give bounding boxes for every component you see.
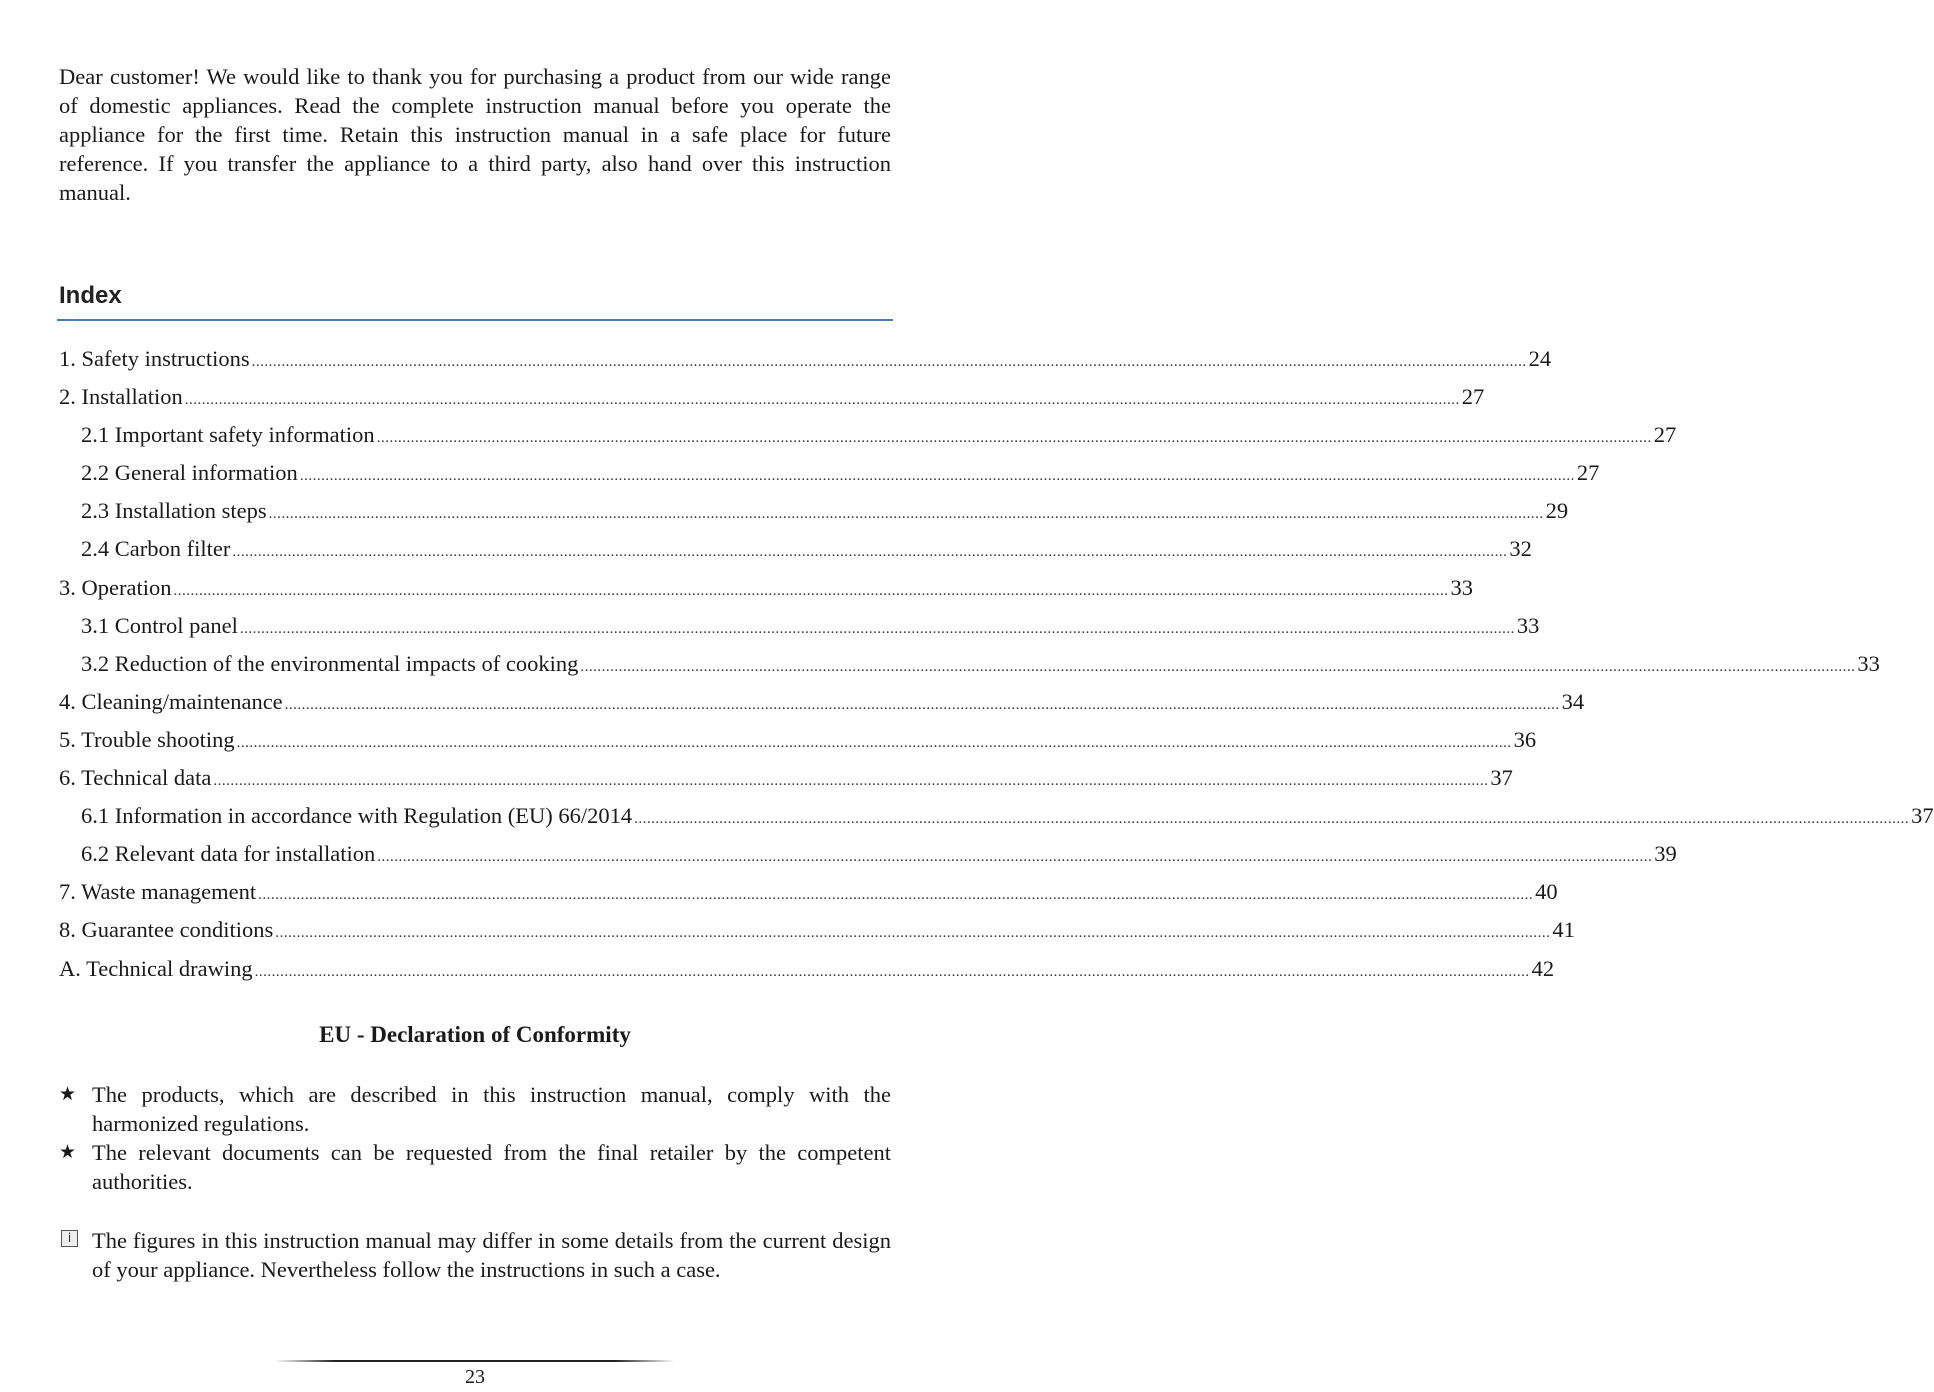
toc-entry-label: 2.1 Important safety information <box>81 422 375 448</box>
toc-entry[interactable] <box>59 574 1473 613</box>
toc-entry[interactable] <box>59 803 1934 841</box>
toc-entry-label: A. Technical drawing <box>59 955 253 981</box>
toc-entry-label: 6.1 Information in accordance with Regulation (EU) 66/2014 <box>81 803 633 829</box>
index-divider <box>57 319 893 321</box>
toc-leader-dots: ............................................................................................................................................................................................................................................................................................................ <box>213 773 1489 790</box>
toc-entry[interactable] <box>59 536 1532 574</box>
toc-entry-page: 27 <box>1576 460 1600 486</box>
declaration-item <box>59 1138 891 1196</box>
toc-entry[interactable] <box>59 726 1537 765</box>
toc-entry-page: 37 <box>1911 803 1934 829</box>
toc-entry-page: 33 <box>1516 612 1540 638</box>
declaration-heading: EU - Declaration of Conformity <box>319 1022 631 1047</box>
toc-entry-page: 24 <box>1528 346 1552 371</box>
toc-entry-page: 42 <box>1531 955 1555 981</box>
toc-entry[interactable] <box>59 460 1600 498</box>
declaration-item-text: The products, which are described in this instruction manual, comply with the harmonized regulations. <box>92 1082 891 1136</box>
toc-entry-label: 5. Trouble shooting <box>59 726 235 752</box>
toc-entry-label: 3. Operation <box>59 574 172 600</box>
toc-leader-dots: ............................................................................................................................................................................................................................................................................................................ <box>268 506 1544 523</box>
declaration-list <box>59 1080 891 1196</box>
index-heading: Index <box>59 282 122 309</box>
info-icon: i <box>61 1230 78 1247</box>
toc-leader-dots: ............................................................................................................................................................................................................................................................................................................ <box>580 658 1856 675</box>
toc-leader-dots: ............................................................................................................................................................................................................................................................................................................ <box>254 963 1530 980</box>
intro-paragraph: Dear customer! We would like to thank you for purchasing a product from our wide range of domestic appliances. Read the complete instruction manual before you operate the appliance for the first time. Retain this instruction manual in a safe place for future reference. If you transfer the appliance to a third party, also hand over this instruction manual. <box>59 64 891 205</box>
toc-entry[interactable] <box>59 422 1677 460</box>
toc-entry-page: 27 <box>1653 422 1677 448</box>
info-note-text: The figures in this instruction manual may differ in some details from the current design of your appliance. Nevertheless follow the instructions in such a case. <box>92 1228 891 1282</box>
star-icon: ★ <box>59 1083 77 1105</box>
declaration-item-text: The relevant documents can be requested from the final retailer by the competent authorities. <box>92 1140 891 1194</box>
toc-entry-page: 34 <box>1561 688 1585 714</box>
toc-entry[interactable] <box>59 917 1575 955</box>
toc-entry[interactable] <box>59 955 1555 994</box>
toc-entry-label: 2. Installation <box>59 384 183 410</box>
info-note <box>59 1226 891 1284</box>
toc-entry[interactable] <box>59 841 1677 879</box>
toc-entry-label: 3.2 Reduction of the environmental impacts of cooking <box>81 650 579 676</box>
toc-entry-label: 8. Guarantee conditions <box>59 917 274 943</box>
toc-leader-dots: ............................................................................................................................................................................................................................................................................................................ <box>239 620 1515 637</box>
toc-entry[interactable] <box>59 765 1513 803</box>
toc-entry[interactable] <box>59 879 1558 917</box>
toc-entry-page: 27 <box>1461 384 1485 410</box>
toc-leader-dots: ............................................................................................................................................................................................................................................................................................................ <box>258 887 1534 904</box>
toc-entry-label: 7. Waste management <box>59 879 257 905</box>
toc-entry[interactable] <box>59 498 1569 536</box>
toc-entry-page: 41 <box>1552 917 1575 943</box>
toc-entry-page: 33 <box>1857 650 1880 676</box>
page-number: 23 <box>465 1366 485 1388</box>
toc-entry-label: 3.1 Control panel <box>81 612 238 638</box>
toc-entry-label: 2.2 General information <box>81 460 298 486</box>
toc-leader-dots: ............................................................................................................................................................................................................................................................................................................ <box>173 582 1449 599</box>
toc-entry-page: 32 <box>1509 536 1532 562</box>
toc-leader-dots: ............................................................................................................................................................................................................................................................................................................ <box>232 544 1508 561</box>
toc-leader-dots: ............................................................................................................................................................................................................................................................................................................ <box>634 811 1910 828</box>
table-of-contents <box>59 346 1934 994</box>
toc-leader-dots: ............................................................................................................................................................................................................................................................................................................ <box>284 696 1560 713</box>
toc-entry[interactable] <box>59 612 1540 651</box>
toc-entry[interactable] <box>59 346 1552 384</box>
toc-entry-page: 33 <box>1450 574 1473 600</box>
toc-leader-dots: ............................................................................................................................................................................................................................................................................................................ <box>251 354 1527 370</box>
toc-entry-label: 6. Technical data <box>59 765 212 791</box>
toc-leader-dots: ............................................................................................................................................................................................................................................................................................................ <box>376 430 1652 447</box>
toc-entry[interactable] <box>59 688 1585 727</box>
toc-entry-page: 36 <box>1513 726 1537 752</box>
toc-leader-dots: ............................................................................................................................................................................................................................................................................................................ <box>236 734 1512 751</box>
toc-leader-dots: ............................................................................................................................................................................................................................................................................................................ <box>275 925 1551 942</box>
toc-entry-label: 2.4 Carbon filter <box>81 536 231 562</box>
toc-leader-dots: ............................................................................................................................................................................................................................................................................................................ <box>299 468 1575 485</box>
toc-entry-label: 4. Cleaning/maintenance <box>59 688 283 714</box>
toc-leader-dots: ............................................................................................................................................................................................................................................................................................................ <box>377 849 1653 866</box>
declaration-item <box>59 1080 891 1138</box>
toc-entry-page: 39 <box>1654 841 1677 867</box>
toc-entry-label: 1. Safety instructions <box>59 346 250 371</box>
toc-leader-dots: ............................................................................................................................................................................................................................................................................................................ <box>184 392 1460 409</box>
toc-entry-label: 2.3 Installation steps <box>81 498 267 524</box>
toc-entry-page: 29 <box>1545 498 1569 524</box>
toc-entry[interactable] <box>59 384 1485 422</box>
toc-entry[interactable] <box>59 650 1880 689</box>
star-icon: ★ <box>59 1141 77 1163</box>
toc-entry-page: 40 <box>1535 879 1558 905</box>
footer-divider <box>275 1360 675 1362</box>
toc-entry-label: 6.2 Relevant data for installation <box>81 841 376 867</box>
toc-entry-page: 37 <box>1490 765 1513 791</box>
